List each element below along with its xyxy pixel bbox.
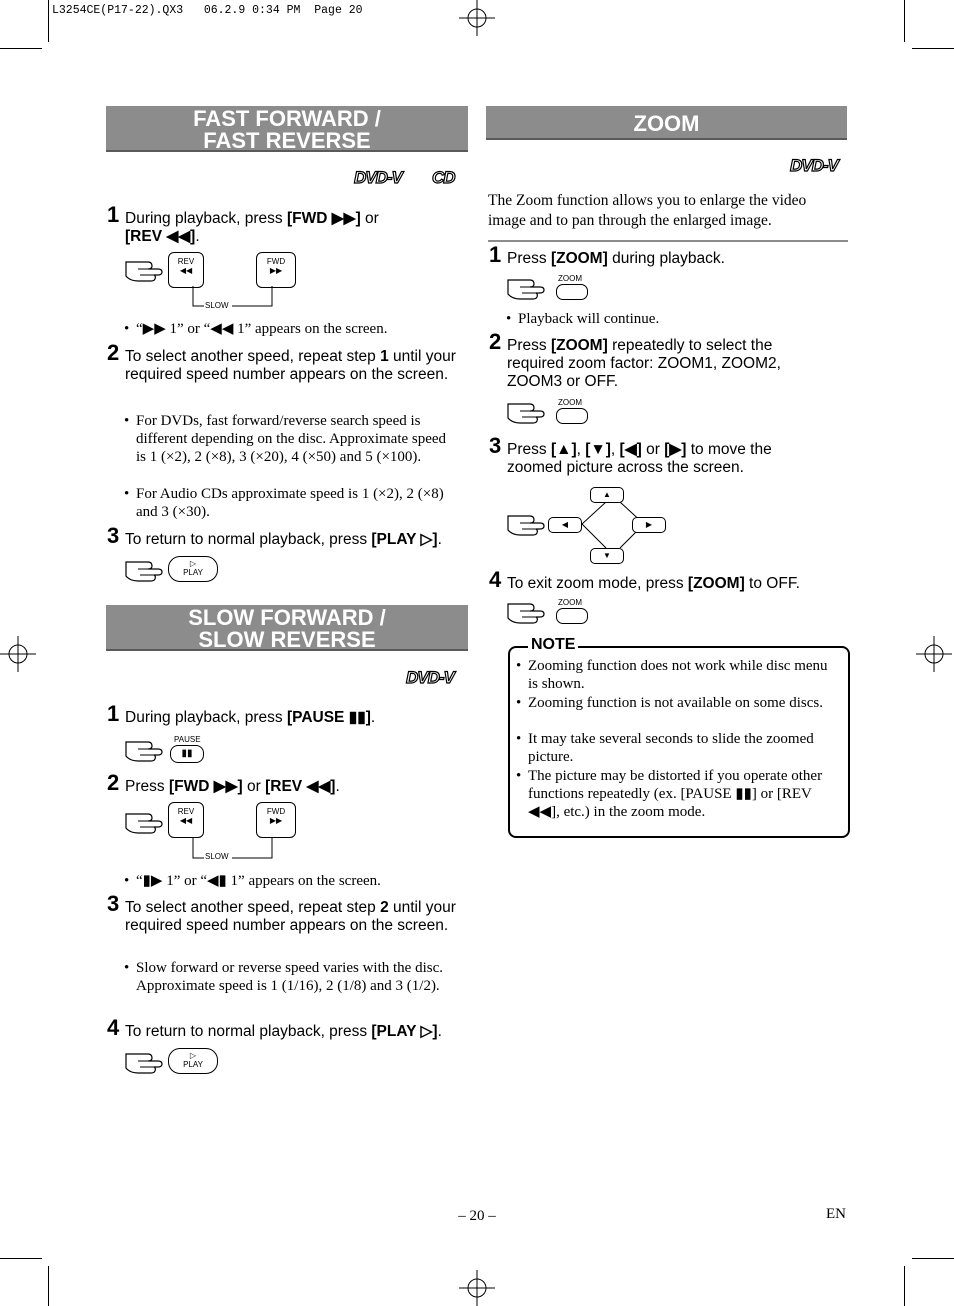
slow-step-3: 3 To select another speed, repeat step 2 until your required speed number appears on the screen. [107,891,456,934]
pointing-hand-icon [506,598,546,626]
crop-mark [48,1266,49,1306]
slow-step-2: 2 Press [FWD ▶▶] or [REV ◀◀]. [107,770,340,795]
crop-mark [904,1266,905,1306]
title-line: ZOOM [633,111,700,136]
down-arrow-button[interactable]: ▼ [590,548,624,564]
zoom-label: ZOOM [558,598,582,607]
pointing-hand-icon [506,398,546,426]
ff-step-1: 1 During playback, press [FWD ▶▶] or [REV ◀◀]. [107,202,379,245]
crop-mark [48,0,49,42]
crop-mark [0,1258,42,1259]
language-code: EN [826,1206,846,1222]
zoom-label: ZOOM [558,274,582,283]
zoom-divider [488,240,848,242]
registration-mark-icon [916,636,952,672]
pointing-hand-icon [124,736,164,764]
zoom-step-1: 1 Press [ZOOM] during playback. [489,242,725,267]
pointing-hand-icon [124,556,164,584]
crop-mark [912,48,954,49]
pointing-hand-icon [124,808,164,836]
dvd-v-badge: DVD-V [790,156,838,176]
title-line: FAST REVERSE [203,128,371,153]
fwd-button[interactable]: FWD ▶▶ [256,252,296,288]
note-item: • The picture may be distorted if you operate other functions repeatedly (ex. [PAUSE ▮▮] or [REV ◀◀], etc.) in the zoom mode. [516,768,823,820]
ff-step-3: 3 To return to normal playback, press [PLAY ▷]. [107,523,442,548]
title-line: FAST FORWARD / [193,106,381,131]
slow-label: SLOW [205,301,229,310]
registration-mark-icon [459,1270,495,1306]
slow-bullet-1: • “▮▶ 1” or “◀▮ 1” appears on the screen. [124,873,381,889]
pointing-hand-icon [506,510,546,538]
pointing-hand-icon [124,256,164,284]
ff-bullet-3: • For Audio CDs approximate speed is 1 (×2), 2 (×8) and 3 (×30). [124,486,444,520]
cd-badge: CD [432,168,455,188]
note-item: • It may take several seconds to slide the zoomed picture. [516,731,814,765]
crop-mark [912,1258,954,1259]
note-item: • Zooming function is not available on some discs. [516,695,823,711]
zoom-step-4: 4 To exit zoom mode, press [ZOOM] to OFF. [489,567,800,592]
slow-label: SLOW [205,852,229,861]
crop-mark [0,48,42,49]
rev-button[interactable]: REV ◀◀ [168,802,204,838]
zoom-intro: The Zoom function allows you to enlarge the video image and to pan through the enlarged image. [488,192,807,229]
ff-bullet-1: • “▶▶ 1” or “◀◀ 1” appears on the screen. [124,321,388,337]
pointing-hand-icon [506,274,546,302]
pointing-hand-icon [124,1048,164,1076]
left-arrow-button[interactable]: ◀ [548,517,582,533]
page-number: – 20 – [458,1208,496,1224]
section-title-fast-forward [106,106,468,152]
right-arrow-button[interactable]: ▶ [632,517,666,533]
slow-step-1: 1 During playback, press [PAUSE ▮▮]. [107,701,376,726]
zoom-label: ZOOM [558,398,582,407]
zoom-button[interactable] [556,284,588,300]
zoom-bullet-1: • Playback will continue. [506,311,660,327]
file-header-line: L3254CE(P17-22).QX3 06.2.9 0:34 PM Page 20 [52,4,363,17]
section-title-slow-forward [106,605,468,651]
dvd-v-badge: DVD-V [406,668,454,688]
ff-bullet-2: • For DVDs, fast forward/reverse search speed is different depending on the disc. Approximate speed is 1 (×2), 2 (×8), 3 (×20), 4 (×50) and 5 (×100). [124,413,447,465]
crop-mark [904,0,905,42]
fwd-button[interactable]: FWD ▶▶ [256,802,296,838]
registration-mark-icon [0,636,36,672]
ff-step-2: 2 To select another speed, repeat step 1 until your required speed number appears on the screen. [107,340,456,383]
play-button[interactable]: ▷ PLAY [168,1048,218,1074]
zoom-button[interactable] [556,608,588,624]
slow-step-4: 4 To return to normal playback, press [PLAY ▷]. [107,1015,442,1040]
section-title-zoom [486,106,847,140]
registration-mark-icon [459,0,495,36]
note-title: NOTE [528,636,578,654]
zoom-button[interactable] [556,408,588,424]
zoom-step-3: 3 Press [▲], [▼], [◀] or [▶] to move the zoomed picture across the screen. [489,433,772,476]
rev-button[interactable]: REV ◀◀ [168,252,204,288]
dvd-v-badge: DVD-V [354,168,402,188]
title-line: SLOW REVERSE [198,627,376,652]
play-button[interactable]: ▷ PLAY [168,556,218,582]
slow-bullet-2: • Slow forward or reverse speed varies with the disc. Approximate speed is 1 (1/16), 2 (1/8) and 3 (1/2). [124,960,443,994]
up-arrow-button[interactable]: ▲ [590,487,624,503]
pause-button[interactable]: ▮▮ [170,745,204,763]
title-line: SLOW FORWARD / [188,605,386,630]
zoom-step-2: 2 Press [ZOOM] repeatedly to select the required zoom factor: ZOOM1, ZOOM2, ZOOM3 or OFF. [489,329,781,390]
pause-label: PAUSE [174,735,201,744]
note-item: • Zooming function does not work while disc menu is shown. [516,658,828,692]
